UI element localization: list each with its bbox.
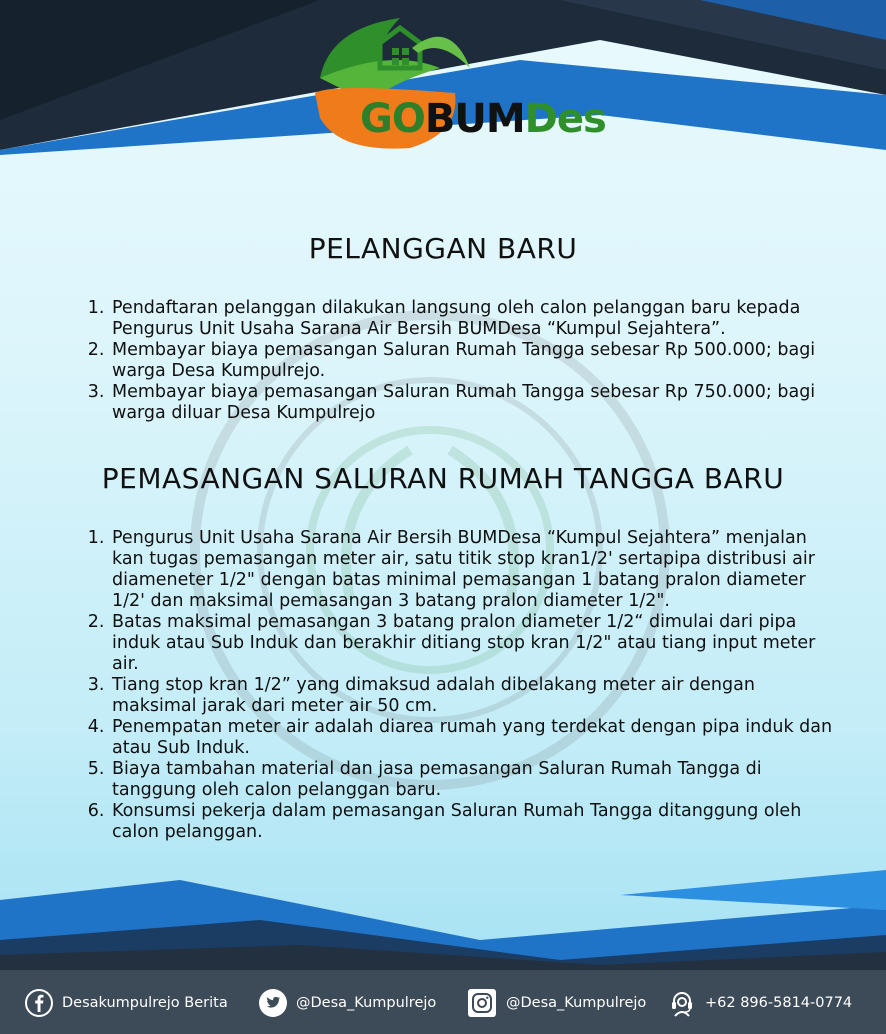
- twitter-icon: [258, 988, 288, 1018]
- list-item: 3. Tiang stop kran 1/2” yang dimaksud adalah dibelakang meter air dengan maksimal jarak dari meter air 50 cm.: [110, 675, 840, 717]
- section-title-pelanggan-baru: PELANGGAN BARU: [308, 232, 578, 265]
- instagram-icon: [466, 988, 498, 1018]
- list-item: 3. Membayar biaya pemasangan Saluran Rumah Tangga sebesar Rp 750.000; bagi warga diluar Desa Kumpulrejo: [110, 382, 840, 424]
- facebook-icon: [24, 988, 54, 1018]
- footer-twitter[interactable]: [258, 988, 436, 1018]
- logo-go: GO: [360, 96, 425, 142]
- section-title-pemasangan: PEMASANGAN SALURAN RUMAH TANGGA BARU: [101, 462, 785, 495]
- twitter-label: @Desa_Kumpulrejo: [296, 995, 437, 1011]
- footer-phone[interactable]: [667, 988, 852, 1018]
- pelanggan-baru-list: [86, 298, 840, 424]
- list-item: 1. Pendaftaran pelanggan dilakukan langsung oleh calon pelanggan baru kepada Pengurus Unit Usaha Sarana Air Bersih BUMDesa “Kumpul Sejahtera”.: [110, 298, 840, 340]
- phone-icon: [667, 988, 697, 1018]
- phone-label: +62 896-5814-0774: [705, 995, 853, 1011]
- instagram-label: @Desa_Kumpulrejo: [506, 995, 647, 1011]
- list-item: 2. Batas maksimal pemasangan 3 batang pralon diameter 1/2“ dimulai dari pipa induk atau Sub Induk dan berakhir ditiang stop kran 1/2" atau tiang input meter air.: [110, 612, 840, 675]
- list-item: 2. Membayar biaya pemasangan Saluran Rumah Tangga sebesar Rp 500.000; bagi warga Desa Kumpulrejo.: [110, 340, 840, 382]
- list-item: 1. Pengurus Unit Usaha Sarana Air Bersih BUMDesa “Kumpul Sejahtera” menjalan kan tugas pemasangan meter air, satu titik stop kran1/2' sertapipa distribusi air diameneter 1/2" dengan batas minimal pemasangan 1 batang pralon diameter 1/2' dan maksimal pemasangan 3 batang pralon diameter 1/2".: [110, 528, 840, 612]
- list-item: 6. Konsumsi pekerja dalam pemasangan Saluran Rumah Tangga ditanggung oleh calon pelanggan.: [110, 801, 840, 843]
- footer-facebook[interactable]: [24, 988, 228, 1018]
- footer-bar: [0, 970, 886, 1034]
- logo-des: Des: [524, 96, 606, 142]
- list-item: 5. Biaya tambahan material dan jasa pemasangan Saluran Rumah Tangga di tanggung oleh calon pelanggan baru.: [110, 759, 840, 801]
- footer-instagram[interactable]: [466, 988, 646, 1018]
- logo-wordmark: [360, 96, 606, 142]
- pemasangan-list: [86, 528, 840, 843]
- facebook-label: Desakumpulrejo Berita: [62, 995, 228, 1011]
- list-item: 4. Penempatan meter air adalah diarea rumah yang terdekat dengan pipa induk dan atau Sub Induk.: [110, 717, 840, 759]
- logo-bum: BUM: [424, 96, 525, 142]
